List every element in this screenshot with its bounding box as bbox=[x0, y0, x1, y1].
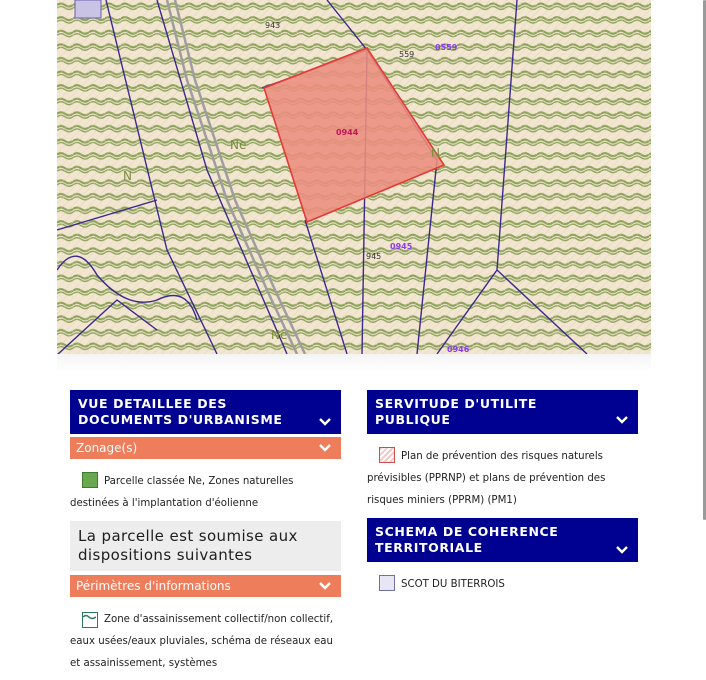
urbanisme-accordion-header[interactable] bbox=[70, 390, 341, 434]
chevron-down-icon bbox=[614, 412, 630, 428]
zone-swatch-icon bbox=[82, 472, 98, 488]
perimetres-item-text: Zone d'assainissement collectif/non collectif, eaux usées/eaux pluviales, schéma de réseaux eau et assainissement, systèmes bbox=[70, 614, 334, 669]
zone-label: N bbox=[431, 146, 440, 160]
parcel-label: 945 bbox=[366, 252, 382, 261]
map-tile-marker bbox=[75, 0, 101, 18]
zonage-title: Zonage(s) bbox=[76, 441, 138, 455]
scot-accordion-header[interactable] bbox=[367, 518, 638, 562]
scot-swatch-icon bbox=[379, 575, 395, 591]
urbanisme-title: VUE DETAILLEE DES DOCUMENTS D'URBANISME bbox=[78, 396, 283, 427]
perimetres-accordion-header[interactable] bbox=[70, 575, 341, 597]
wave-swatch-icon bbox=[82, 612, 98, 628]
servitude-item-text: Plan de prévention des risques naturels prévisibles (PPRNP) et plans de prévention des risques miniers (PPRM) (PM1) bbox=[367, 451, 606, 506]
zonage-item-text: Parcelle classée Ne, Zones naturelles destinées à l'implantation d'éolienne bbox=[70, 476, 294, 509]
chevron-down-icon bbox=[317, 578, 333, 594]
map-divider bbox=[57, 354, 651, 372]
parcel-label: 943 bbox=[265, 21, 281, 30]
zone-label: N bbox=[123, 169, 132, 183]
parcel-label: 0559 bbox=[435, 43, 458, 52]
servitude-title: SERVITUDE D'UTILITE PUBLIQUE bbox=[375, 396, 538, 427]
zonage-item bbox=[70, 459, 341, 515]
map-canvas bbox=[57, 0, 651, 354]
scot-title: SCHEMA DE COHERENCE TERRITORIALE bbox=[375, 524, 559, 555]
zone-label: Ne bbox=[271, 328, 288, 342]
hatch-swatch-icon bbox=[379, 447, 395, 463]
servitude-item bbox=[367, 434, 638, 512]
parcel-label: 0945 bbox=[390, 242, 413, 251]
parcel-label: 559 bbox=[399, 50, 415, 59]
scot-item-text: SCOT DU BITERROIS bbox=[401, 579, 505, 590]
urbanisme-panel bbox=[70, 390, 341, 675]
chevron-down-icon bbox=[614, 542, 630, 558]
servitude-panel bbox=[367, 390, 638, 596]
parcel-label: 0944 bbox=[336, 128, 359, 137]
dispositions-title: La parcelle est soumise aux dispositions suivantes bbox=[70, 521, 341, 571]
servitude-accordion-header[interactable] bbox=[367, 390, 638, 434]
perimetres-item bbox=[70, 597, 341, 675]
zonage-accordion-header[interactable] bbox=[70, 437, 341, 459]
scot-item bbox=[367, 562, 638, 596]
chevron-down-icon bbox=[317, 414, 333, 430]
chevron-down-icon bbox=[317, 440, 333, 456]
perimetres-title: Périmètres d'informations bbox=[76, 579, 231, 593]
zone-label: Ne bbox=[230, 138, 247, 152]
cadastral-map[interactable] bbox=[57, 0, 651, 354]
parcel-label: 0946 bbox=[447, 345, 470, 354]
